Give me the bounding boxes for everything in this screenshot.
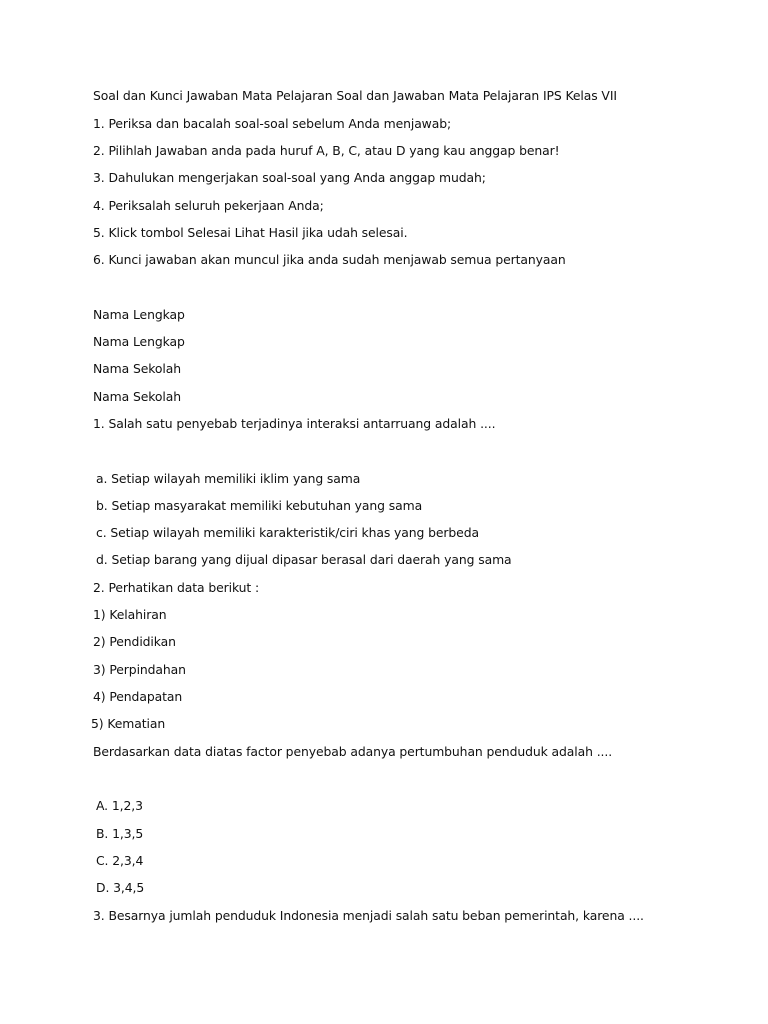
question-2-prompt: Berdasarkan data diatas factor penyebab adanya pertumbuhan penduduk adalah .... [93,744,613,759]
instruction-2: 2. Pilihlah Jawaban anda pada huruf A, B, C, atau D yang kau anggap benar! [93,143,560,158]
field-nama-lengkap: Nama Lengkap [93,307,185,322]
instruction-4: 4. Periksalah seluruh pekerjaan Anda; [93,198,324,213]
question-2-text: 2. Perhatikan data berikut : [93,580,260,595]
question-2-data-item: 3) Perpindahan [93,662,186,677]
question-2-data-item: 5) Kematian [91,716,166,731]
question-2-option-a: A. 1,2,3 [96,798,143,813]
field-nama-sekolah: Nama Sekolah [93,389,181,404]
instruction-5: 5. Klick tombol Selesai Lihat Hasil jika udah selesai. [93,225,408,240]
question-1-option-d: d. Setiap barang yang dijual dipasar berasal dari daerah yang sama [96,552,512,567]
document-title: Soal dan Kunci Jawaban Mata Pelajaran Soal dan Jawaban Mata Pelajaran IPS Kelas VII [93,88,617,103]
field-nama-sekolah: Nama Sekolah [93,361,181,376]
question-2-data-item: 2) Pendidikan [93,634,176,649]
instruction-1: 1. Periksa dan bacalah soal-soal sebelum Anda menjawab; [93,116,452,131]
field-nama-lengkap: Nama Lengkap [93,334,185,349]
question-2-option-b: B. 1,3,5 [96,826,144,841]
question-1-option-c: c. Setiap wilayah memiliki karakteristik/ciri khas yang berbeda [96,525,479,540]
question-2-option-c: C. 2,3,4 [96,853,144,868]
question-1-option-b: b. Setiap masyarakat memiliki kebutuhan yang sama [96,498,423,513]
question-3-text: 3. Besarnya jumlah penduduk Indonesia menjadi salah satu beban pemerintah, karena .... [93,908,644,923]
question-2-option-d: D. 3,4,5 [96,880,145,895]
question-2-data-item: 1) Kelahiran [93,607,167,622]
instruction-3: 3. Dahulukan mengerjakan soal-soal yang Anda anggap mudah; [93,170,486,185]
question-1-option-a: a. Setiap wilayah memiliki iklim yang sama [96,471,361,486]
instruction-6: 6. Kunci jawaban akan muncul jika anda sudah menjawab semua pertanyaan [93,252,566,267]
question-1-text: 1. Salah satu penyebab terjadinya interaksi antarruang adalah .... [93,416,496,431]
question-2-data-item: 4) Pendapatan [93,689,183,704]
